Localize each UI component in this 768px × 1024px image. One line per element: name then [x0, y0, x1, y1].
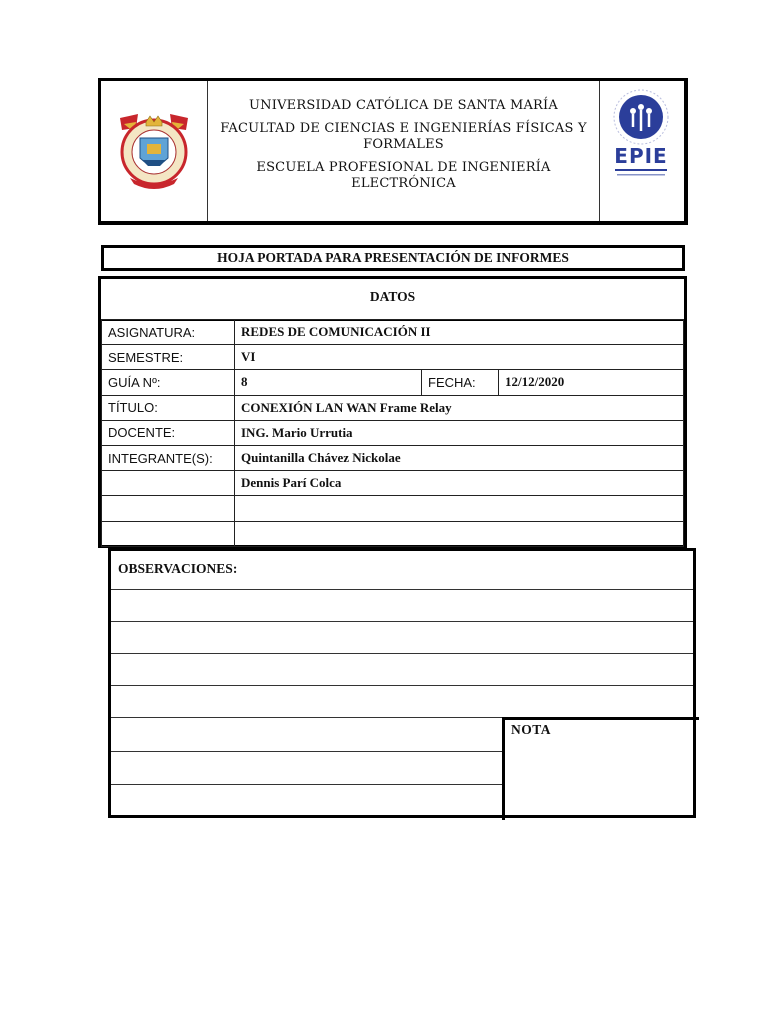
- divider: [111, 589, 693, 590]
- table-row: [102, 345, 684, 370]
- divider: [111, 784, 503, 785]
- table-row: [102, 471, 684, 496]
- table-row: [102, 320, 684, 345]
- nota-box: [502, 717, 699, 820]
- nota-label: NOTA: [511, 722, 552, 737]
- semestre-value: VI: [235, 345, 684, 370]
- document-header: [98, 78, 688, 225]
- table-row: [102, 395, 684, 420]
- divider: [111, 751, 503, 752]
- empty-value: [235, 521, 684, 546]
- university-name: UNIVERSIDAD CATÓLICA DE SANTA MARÍA: [249, 98, 558, 113]
- docente-label: DOCENTE:: [102, 420, 235, 445]
- divider: [111, 653, 693, 654]
- empty-label: [102, 521, 235, 546]
- titulo-value: CONEXIÓN LAN WAN Frame Relay: [235, 395, 684, 420]
- integrante-1: Quintanilla Chávez Nickolae: [235, 445, 684, 470]
- docente-value: ING. Mario Urrutia: [235, 420, 684, 445]
- guia-label: GUÍA Nº:: [102, 370, 235, 395]
- datos-section: [98, 276, 687, 548]
- datos-title: DATOS: [101, 279, 684, 321]
- epie-logo: [599, 81, 684, 221]
- semestre-label: SEMESTRE:: [102, 345, 235, 370]
- divider: [111, 685, 693, 686]
- integrante-2: Dennis Parí Colca: [235, 471, 684, 496]
- divider: [111, 717, 503, 718]
- asignatura-value: REDES DE COMUNICACIÓN II: [235, 320, 684, 345]
- observaciones-title: OBSERVACIONES:: [118, 561, 238, 576]
- integrantes-label: INTEGRANTE(S):: [102, 445, 235, 470]
- table-row: [102, 370, 684, 395]
- university-crest-logo: [101, 81, 208, 221]
- asignatura-label: ASIGNATURA:: [102, 320, 235, 345]
- fecha-label: FECHA:: [422, 370, 499, 395]
- observaciones-section: [108, 548, 696, 818]
- datos-table: [101, 319, 684, 547]
- table-row: [102, 496, 684, 521]
- cover-title: HOJA PORTADA PARA PRESENTACIÓN DE INFORMES: [101, 245, 685, 271]
- divider: [111, 621, 693, 622]
- empty-label: [102, 496, 235, 521]
- school-name: ESCUELA PROFESIONAL DE INGENIERÍA ELECTRÓNICA: [256, 160, 551, 191]
- svg-text:EPIE: EPIE: [614, 144, 668, 168]
- empty-label: [102, 471, 235, 496]
- table-row: [102, 521, 684, 546]
- titulo-label: TÍTULO:: [102, 395, 235, 420]
- guia-value: 8: [235, 370, 422, 395]
- table-row: [102, 445, 684, 470]
- crest-icon: [114, 108, 194, 194]
- empty-value: [235, 496, 684, 521]
- fecha-value: 12/12/2020: [499, 370, 684, 395]
- faculty-name: FACULTAD DE CIENCIAS E INGENIERÍAS FÍSICAS Y FORMALES: [220, 121, 587, 152]
- epie-icon: [607, 87, 677, 197]
- table-row: [102, 420, 684, 445]
- institution-text: [208, 81, 599, 221]
